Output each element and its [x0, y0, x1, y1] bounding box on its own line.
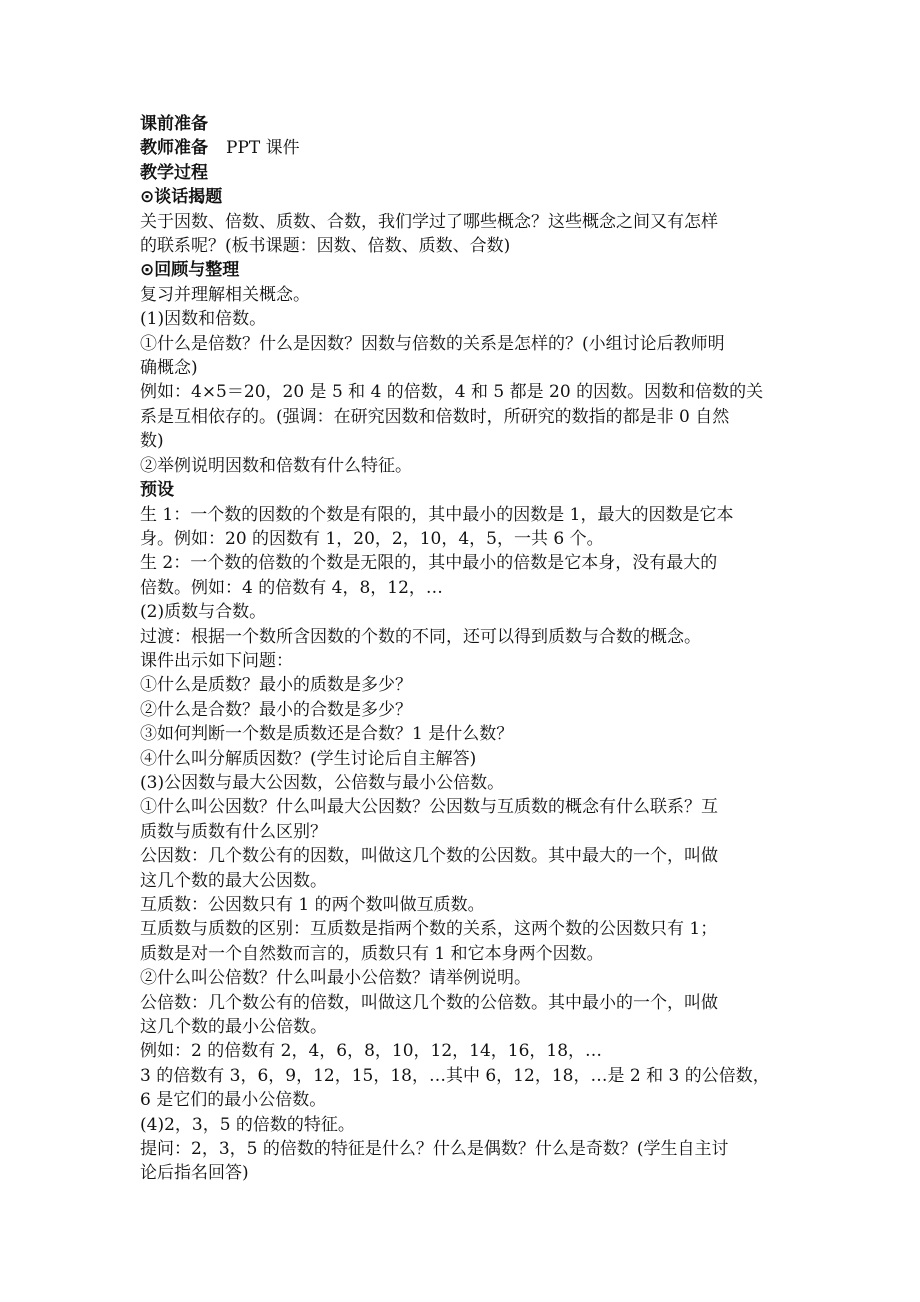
heading-preset: 预设 — [140, 480, 174, 501]
paragraph-line: ①什么是倍数？什么是因数？因数与倍数的关系是怎样的？(小组讨论后教师明 — [140, 333, 725, 354]
teacher-prep-line — [140, 136, 780, 160]
paragraph-line: 确概念) — [140, 358, 198, 379]
paragraph-line: 生 1：一个数的因数的个数是有限的，其中最小的因数是 1，最大的因数是它本 — [140, 504, 734, 525]
teacher-prep-label: 教师准备 — [140, 138, 208, 159]
paragraph-line: 提问：2，3，5 的倍数的特征是什么？什么是偶数？什么是奇数？(学生自主讨 — [140, 1139, 729, 1160]
heading-talk-intro: ⊙谈话揭题 — [140, 187, 223, 208]
paragraph-line: 质数是对一个自然数而言的，质数只有 1 和它本身两个因数。 — [140, 943, 604, 964]
paragraph-line: ②举例说明因数和倍数有什么特征。 — [140, 455, 412, 476]
paragraph-line: ①什么叫公因数？什么叫最大公因数？公因数与互质数的概念有什么联系？互 — [140, 797, 718, 818]
paragraph-line: 这几个数的最小公倍数。 — [140, 1017, 327, 1038]
paragraph-line: 互质数：公因数只有 1 的两个数叫做互质数。 — [140, 895, 485, 915]
paragraph-line: 数) — [140, 431, 164, 452]
teacher-prep-value: PPT 课件 — [226, 138, 300, 159]
paragraph-line: 3 的倍数有 3，6，9，12，15，18，…其中 6，12，18，…是 2 和 3 的公倍数， — [140, 1065, 770, 1086]
heading-review: ⊙回顾与整理 — [140, 260, 240, 281]
paragraph-line: 生 2：一个数的倍数的个数是无限的，其中最小的倍数是它本身，没有最大的 — [140, 553, 718, 574]
paragraph-line: 身。例如：20 的因数有 1，20，2，10，4，5，一共 6 个。 — [140, 528, 604, 549]
paragraph-line: 公倍数：几个数公有的倍数，叫做这几个数的公倍数。其中最小的一个，叫做 — [140, 992, 718, 1013]
paragraph-line: 6 是它们的最小公倍数。 — [140, 1090, 327, 1111]
paragraph-line: 倍数。例如：4 的倍数有 4，8，12，… — [140, 577, 443, 598]
paragraph-line: ②什么是合数？最小的合数是多少？ — [140, 699, 412, 720]
paragraph-line: 系是互相依存的。(强调：在研究因数和倍数时，所研究的数指的都是非 0 自然 — [140, 406, 730, 427]
paragraph-line: ③如何判断一个数是质数还是合数？1 是什么数？ — [140, 724, 514, 745]
paragraph-line: 课件出示如下问题： — [140, 650, 293, 671]
paragraph-line: 复习并理解相关概念。 — [140, 284, 310, 305]
paragraph-line: (4)2，3，5 的倍数的特征。 — [140, 1114, 355, 1135]
document-page — [140, 112, 780, 1186]
paragraph-line: 过渡：根据一个数所含因数的个数的不同，还可以得到质数与合数的概念。 — [140, 626, 701, 647]
paragraph-line: 论后指名回答) — [140, 1163, 249, 1184]
paragraph-line: ①什么是质数？最小的质数是多少？ — [140, 675, 412, 696]
paragraph-line: 质数与质数有什么区别？ — [140, 821, 327, 842]
heading-pre-class-prep: 课前准备 — [140, 114, 208, 134]
paragraph-line: 例如：4×5＝20，20 是 5 和 4 的倍数，4 和 5 都是 20 的因数。因数和倍数的关 — [140, 382, 764, 403]
paragraph-line: 互质数与质数的区别：互质数是指两个数的关系，这两个数的公因数只有 1； — [140, 919, 718, 940]
paragraph-line: ④什么叫分解质因数？(学生讨论后自主解答) — [140, 748, 477, 769]
paragraph-line: 这几个数的最大公因数。 — [140, 870, 327, 891]
paragraph-line: ②什么叫公倍数？什么叫最小公倍数？请举例说明。 — [140, 968, 531, 989]
paragraph-line: (3)公因数与最大公因数，公倍数与最小公倍数。 — [140, 772, 505, 793]
paragraph-line: (2)质数与合数。 — [140, 602, 267, 623]
paragraph-line: 例如：2 的倍数有 2，4，6，8，10，12，14，16，18，… — [140, 1041, 603, 1062]
paragraph-line: 公因数：几个数公有的因数，叫做这几个数的公因数。其中最大的一个，叫做 — [140, 846, 718, 867]
heading-teaching-process: 教学过程 — [140, 162, 208, 183]
paragraph-line: 的联系呢？(板书课题：因数、倍数、质数、合数) — [140, 236, 511, 257]
paragraph-line: (1)因数和倍数。 — [140, 309, 267, 330]
paragraph-line: 关于因数、倍数、质数、合数，我们学过了哪些概念？这些概念之间又有怎样 — [140, 211, 718, 232]
